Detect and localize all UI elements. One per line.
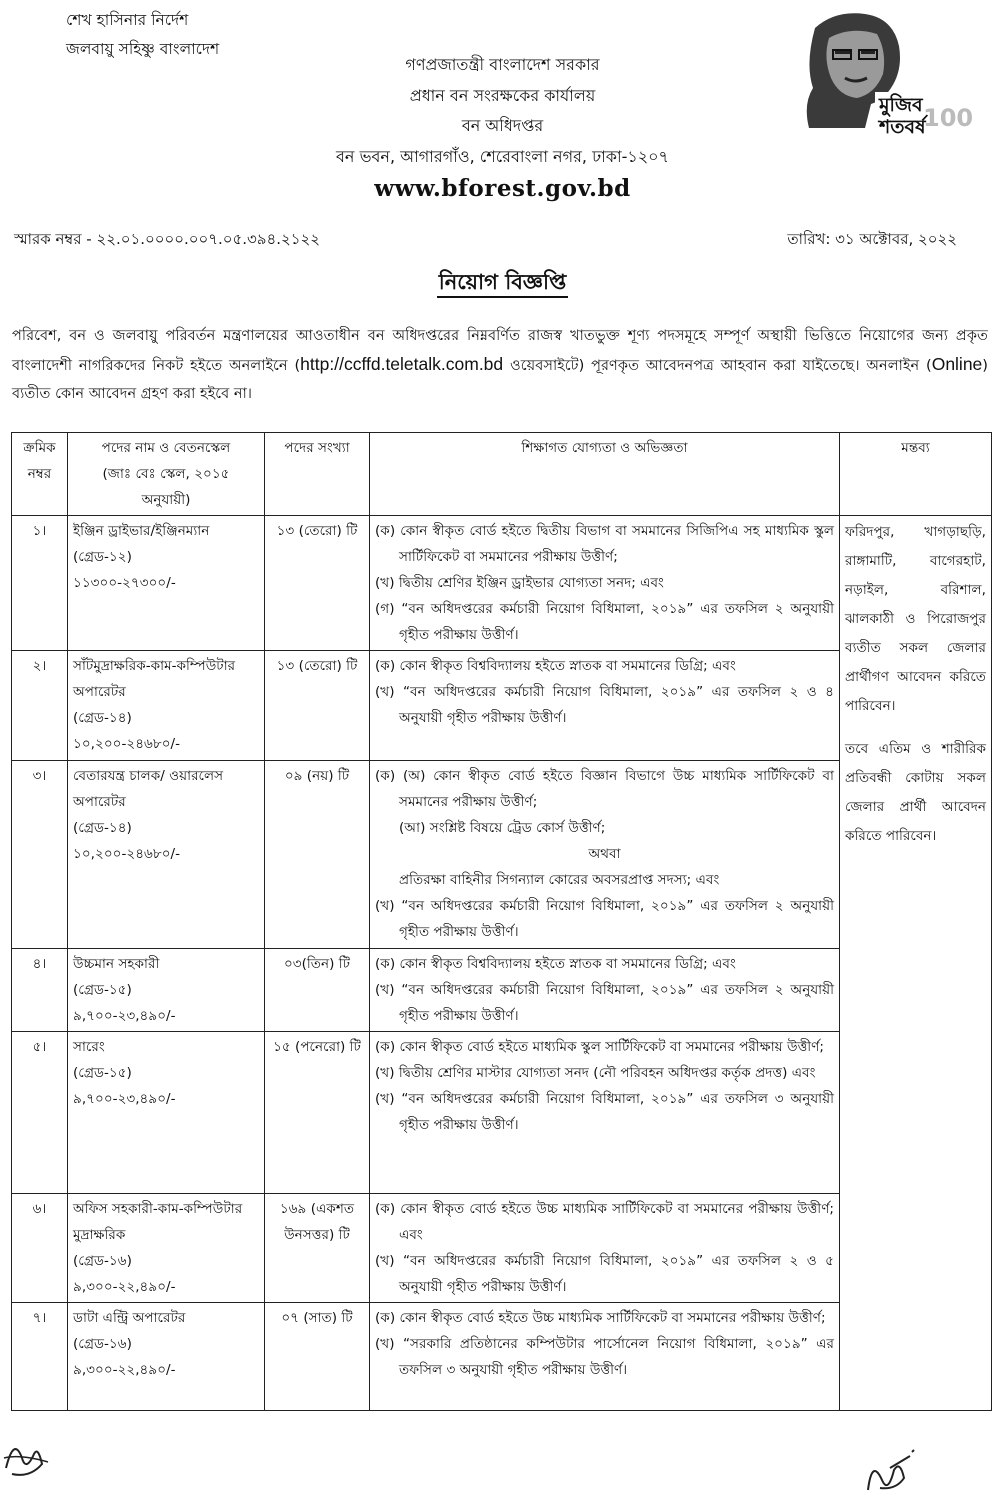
row-post-name: সাঁটমুদ্রাক্ষরিক-কাম-কম্পিউটার অপারেটর (গ্রেড-১৪) ১০,২০০-২৪৬৮০/- [68, 651, 265, 761]
row-post-name: ইঞ্জিন ড্রাইভার/ইঞ্জিনম্যান (গ্রেড-১২) ১১৩০০-২৭৩০০/- [68, 516, 265, 651]
row-qualification: (ক) কোন স্বীকৃত বিশ্ববিদ্যালয় হইতে স্নাতক বা সমমানের ডিগ্রি; এবং (খ) “বন অধিদপ্তরের কর্মচারী নিয়োগ বিধিমালা, ২০১৯” এর তফসিল ২ ও ৪ অনুযায়ী গৃহীত পরীক্ষায় উত্তীর্ণ। [370, 651, 840, 761]
online-word: Online [931, 354, 983, 374]
initial-signature-left [0, 1428, 60, 1488]
logo-100-mark: 100 [923, 104, 974, 132]
row-qualification: (ক) কোন স্বীকৃত বোর্ড হইতে দ্বিতীয় বিভাগ বা সমমানের সিজিপিএ সহ মাধ্যমিক স্কুল সার্টিফিকেট বা সমমানের পরীক্ষায় উত্তীর্ণ; (খ) দ্বিতীয় শ্রেণির ইঞ্জিন ড্রাইভার যোগ্যতা সনদ; এবং (গ) “বন অধিদপ্তরের কর্মচারী নিয়োগ বিধিমালা, ২০১৯” এর তফসিল ২ অনুযায়ী গৃহীত পরীক্ষায় উত্তীর্ণ। [370, 516, 840, 651]
motto-line-1: শেখ হাসিনার নির্দেশ [66, 11, 189, 29]
row-serial: ৪। [12, 949, 68, 1032]
department-name: বন অধিদপ্তর [461, 116, 544, 135]
row-qualification: (ক) (অ) কোন স্বীকৃত বোর্ড হইতে বিজ্ঞান বিভাগে উচ্চ মাধ্যমিক সার্টিফিকেট বা সমমানের পরীক্ষায় উত্তীর্ণ; (আ) সংশ্লিষ্ট বিষয়ে ট্রেড কোর্স উত্তীর্ণ; অথবা প্রতিরক্ষা বাহিনীর সিগন্যাল কোরের অবসরপ্রাপ্ত সদস্য; এবং (খ) “বন অধিদপ্তরের কর্মচারী নিয়োগ বিধিমালা, ২০১৯” এর তফসিল ২ অনুযায়ী গৃহীত পরীক্ষায় উত্তীর্ণ। [370, 761, 840, 949]
row-post-name: ডাটা এন্ট্রি অপারেটর (গ্রেড-১৬) ৯,৩০০-২২,৪৯০/- [68, 1303, 265, 1411]
row-serial: ৩। [12, 761, 68, 949]
header-qualification: শিক্ষাগত যোগ্যতা ও অভিজ্ঞতা [370, 433, 840, 516]
remarks-quota-rule: তবে এতিম ও শারীরিক প্রতিবন্ধী কোটায় সকল জেলার প্রার্থী আবেদন করিতে পারিবেন। [845, 741, 986, 844]
office-name: প্রধান বন সংরক্ষকের কার্যালয় [409, 85, 596, 105]
row-serial: ২। [12, 651, 68, 761]
row-post-name: অফিস সহকারী-কাম-কম্পিউটার মুদ্রাক্ষরিক (গ্রেড-১৬) ৯,৩০০-২২,৪৯০/- [68, 1194, 265, 1303]
title-text: নিয়োগ বিজ্ঞপ্তি [437, 270, 569, 298]
notice-date: তারিখ: ৩১ অক্টোবর, ২০২২ [787, 230, 957, 248]
table-row [12, 516, 992, 651]
row-post-count: ১৫ (পনেরো) টি [265, 1032, 370, 1194]
header-serial: ক্রমিক নম্বর [12, 433, 68, 516]
row-post-count: ১৬৯ (একশত উনসত্তর) টি [265, 1194, 370, 1303]
intro-text-1: পরিবেশ, বন ও জলবায়ু পরিবর্তন মন্ত্রণালয়ের আওতাধীন বন অধিদপ্তরের নিম্নবর্ণিত রাজস্ব খাতভুক্ত শূণ্য পদসমূহে সম্পূর্ণ অস্থায়ী ভিত্তিতে নিয়োগের জন্য প্রকৃত বাংলাদেশী নাগরিকদের নিকট হইতে অনলাইনে ( [12, 327, 988, 374]
row-qualification: (ক) কোন স্বীকৃত বিশ্ববিদ্যালয় হইতে স্নাতক বা সমমানের ডিগ্রি; এবং (খ) “বন অধিদপ্তরের কর্মচারী নিয়োগ বিধিমালা, ২০১৯” এর তফসিল ২ অনুযায়ী গৃহীত পরীক্ষায় উত্তীর্ণ। [370, 949, 840, 1032]
memo-number: স্মারক নম্বর - ২২.০১.০০০০.০০৭.০৫.৩৯৪.২১২২ [14, 230, 321, 248]
row-post-count: ১৩ (তেরো) টি [265, 651, 370, 761]
motto-line-2: জলবায়ু সহিষ্ণু বাংলাদেশ [66, 40, 220, 58]
remarks-district-rule: ফরিদপুর, খাগড়াছড়ি, রাঙ্গামাটি, বাগেরহাট, নড়াইল, বরিশাল, ঝালকাঠী ও পিরোজপুর ব্যতীত সকল জেলার প্রার্থীগণ আবেদন করিতে পারিবেন। [845, 524, 986, 714]
application-url[interactable]: http://ccffd.teletalk.com.bd [300, 354, 504, 374]
row-qualification: (ক) কোন স্বীকৃত বোর্ড হইতে উচ্চ মাধ্যমিক সার্টিফিকেট বা সমমানের পরীক্ষায় উত্তীর্ণ; (খ) “সরকারি প্রতিষ্ঠানের কম্পিউটার পার্সোনেল নিয়োগ বিধিমালা, ২০১৯” এর তফসিল ৩ অনুযায়ী গৃহীত পরীক্ষায় উত্তীর্ণ। [370, 1303, 840, 1411]
logo-text: মুজিব শতবর্ষ [879, 94, 926, 138]
remarks-cell [840, 516, 992, 1411]
row-post-count: ০৭ (সাত) টি [265, 1303, 370, 1411]
vacancy-table [11, 432, 992, 1411]
header-remarks: মন্তব্য [840, 433, 992, 516]
row-post-name: বেতারযন্ত্র চালক/ ওয়ারলেস অপারেটর (গ্রেড-১৪) ১০,২০০-২৪৬৮০/- [68, 761, 265, 949]
row-post-count: ১৩ (তেরো) টি [265, 516, 370, 651]
intro-text-2: ওয়েবসাইটে) পূরণকৃত আবেদনপত্র আহবান করা যাইতেছে। অনলাইন ( [503, 357, 932, 374]
initial-signature-right [860, 1440, 920, 1500]
mujib-centenary-logo [795, 8, 974, 138]
intro-paragraph [12, 322, 988, 408]
row-qualification: (ক) কোন স্বীকৃত বোর্ড হইতে উচ্চ মাধ্যমিক সার্টিফিকেট বা সমমানের পরীক্ষায় উত্তীর্ণ; এবং (খ) “বন অধিদপ্তরের কর্মচারী নিয়োগ বিধিমালা, ২০১৯” এর তফসিল ২ ও ৫ অনুযায়ী গৃহীত পরীক্ষায় উত্তীর্ণ। [370, 1194, 840, 1303]
row-serial: ৭। [12, 1303, 68, 1411]
row-qualification: (ক) কোন স্বীকৃত বোর্ড হইতে মাধ্যমিক স্কুল সার্টিফিকেট বা সমমানের পরীক্ষায় উত্তীর্ণ; (খ) দ্বিতীয় শ্রেণির মাস্টার যোগ্যতা সনদ (নৌ পরিবহন অধিদপ্তর কর্তৃক প্রদত্ত) এবং (খ) “বন অধিদপ্তরের কর্মচারী নিয়োগ বিধিমালা, ২০১৯” এর তফসিল ৩ অনুযায়ী গৃহীত পরীক্ষায় উত্তীর্ণ। [370, 1032, 840, 1194]
notice-title [0, 266, 1005, 301]
row-serial: ১। [12, 516, 68, 651]
row-post-name: সারেং (গ্রেড-১৫) ৯,৭০০-২৩,৪৯০/- [68, 1032, 265, 1194]
row-serial: ৫। [12, 1032, 68, 1194]
header-post-name: পদের নাম ও বেতনস্কেল (জাঃ বেঃ স্কেল, ২০১৫ অনুযায়ী) [68, 433, 265, 516]
row-post-name: উচ্চমান সহকারী (গ্রেড-১৫) ৯,৭০০-২৩,৪৯০/- [68, 949, 265, 1032]
govt-name: গণপ্রজাতন্ত্রী বাংলাদেশ সরকার [405, 55, 600, 74]
header-post-count: পদের সংখ্যা [265, 433, 370, 516]
website-link[interactable]: www.bforest.gov.bd [374, 175, 631, 202]
row-post-count: ০৩(তিন) টি [265, 949, 370, 1032]
row-serial: ৬। [12, 1194, 68, 1303]
row-post-count: ০৯ (নয়) টি [265, 761, 370, 949]
intro-text-3: ) ব্যতীত কোন আবেদন গ্রহণ করা হইবে না। [12, 357, 988, 402]
table-header-row [12, 433, 992, 516]
office-address: বন ভবন, আগারগাঁও, শেরেবাংলা নগর, ঢাকা-১২০৭ [336, 146, 669, 166]
